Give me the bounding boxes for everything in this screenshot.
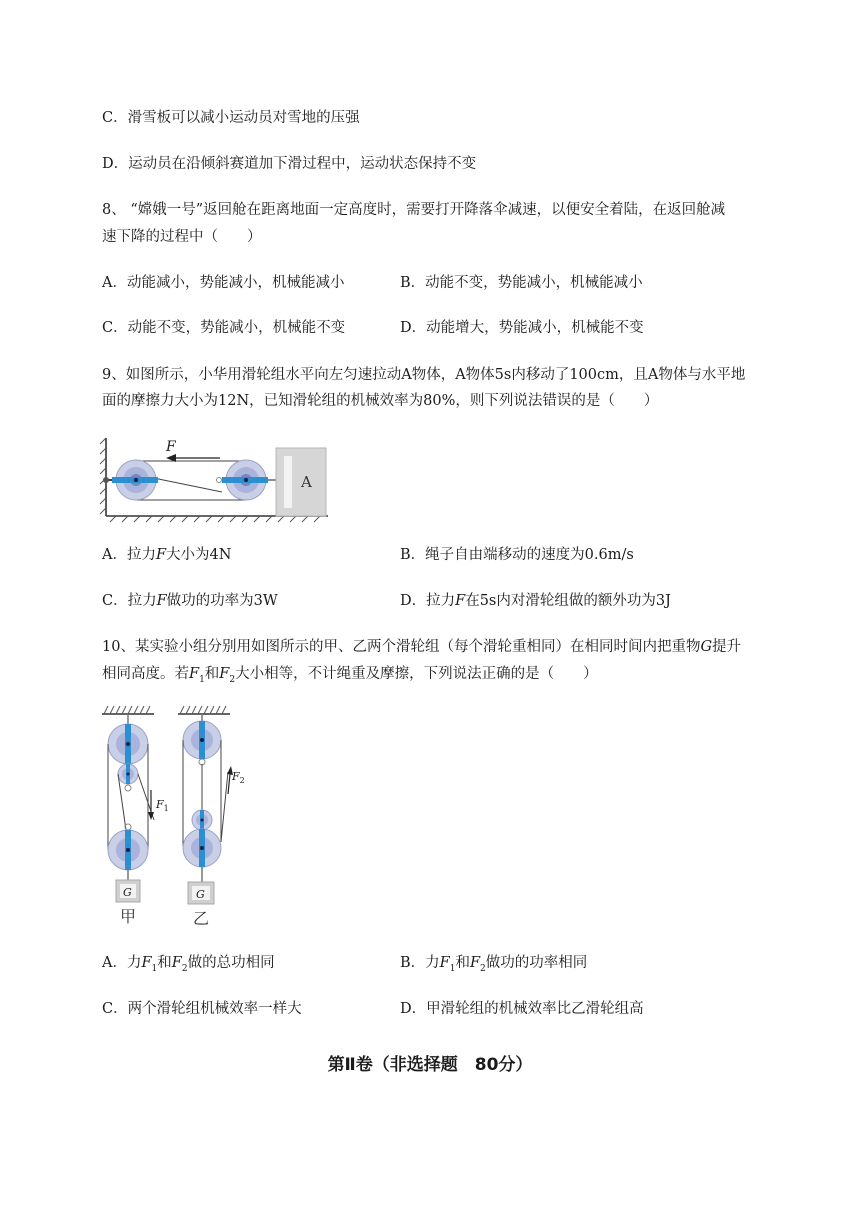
q10-right-caption: 乙: [193, 909, 210, 928]
q10-f2-label: $F_2$: [232, 770, 245, 785]
q8-option-c: C．动能不变，势能减小，机械能不变: [102, 320, 346, 336]
q10-option-d: D．甲滑轮组的机械效率比乙滑轮组高: [400, 1001, 644, 1017]
q10-right-weight-label: G: [196, 888, 205, 901]
q8-stem-line1: 8、 “嫦娥一号”返回舱在距离地面一定高度时，需要打开降落伞减速，以便安全着陆，在返回舱减: [102, 202, 726, 218]
q9-option-b: B．绳子自由端移动的速度为0.6m/s: [400, 547, 634, 563]
q9-force-label: F: [166, 439, 176, 455]
q8-stem-line2: 速下降的过程中（ ）: [102, 229, 262, 245]
q9-stem-line2: 面的摩擦力大小为12N，已知滑轮组的机械效率为80%，则下列说法错误的是（ ）: [102, 393, 659, 409]
q10-option-b: B．力$F_1$和$F_2$做功的功率相同: [400, 955, 588, 974]
q10-stem-line2: 相同高度。若$F_1$和$F_2$大小相等，不计绳重及摩擦，下列说法正确的是（ ）: [102, 666, 598, 685]
q10-left-caption: 甲: [120, 907, 137, 926]
q10-option-c: C．两个滑轮组机械效率一样大: [102, 1001, 302, 1017]
q8-option-a: A．动能减小，势能减小，机械能减小: [102, 275, 345, 291]
q10-stem-line1: 10、某实验小组分别用如图所示的甲、乙两个滑轮组（每个滑轮重相同）在相同时间内把重物G提升: [102, 639, 742, 655]
q7-option-d: D．运动员在沿倾斜赛道加下滑过程中，运动状态保持不变: [102, 156, 477, 172]
q9-option-d: D．拉力F在5s内对滑轮组做的额外功为3J: [400, 593, 671, 609]
q8-option-d: D．动能增大，势能减小，机械能不变: [400, 320, 644, 336]
q10-option-a: A．力$F_1$和$F_2$做的总功相同: [102, 955, 275, 974]
q10-f1-label: $F_1$: [156, 798, 169, 813]
q9-stem-line1: 9、如图所示，小华用滑轮组水平向左匀速拉动A物体，A物体5s内移动了100cm，且A物体与水平地: [102, 367, 746, 383]
q9-option-c: C．拉力F做功的功率为3W: [102, 593, 278, 609]
q10-left-weight-label: G: [123, 886, 132, 899]
q9-option-a: A．拉力F大小为4N: [102, 547, 232, 563]
q8-option-b: B．动能不变，势能减小，机械能减小: [400, 275, 643, 291]
q7-option-c: C．滑雪板可以减小运动员对雪地的压强: [102, 110, 360, 126]
section-title: 第Ⅱ卷（非选择题 80分）: [327, 1055, 533, 1075]
q9-block-label: A: [301, 473, 312, 491]
q10-pulley-figure: [98, 702, 245, 930]
q9-pulley-figure: [100, 434, 332, 524]
